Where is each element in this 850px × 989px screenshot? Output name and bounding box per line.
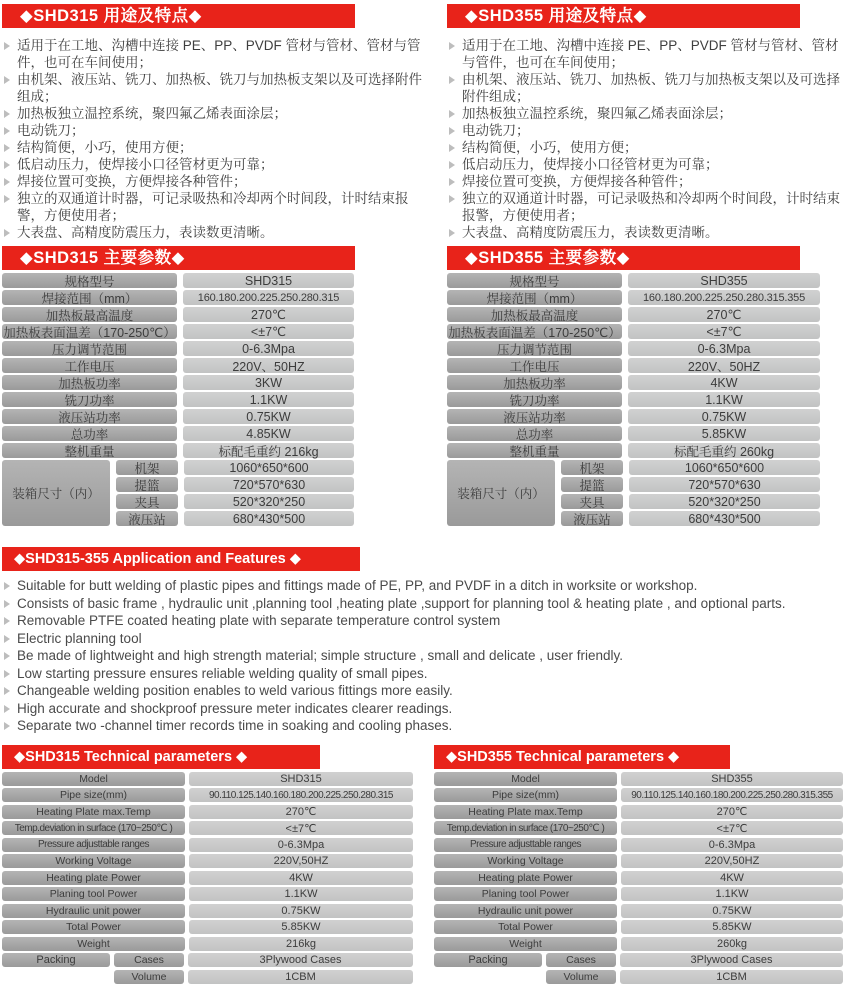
table-row bbox=[561, 477, 820, 492]
list-item-text: 电动铣刀； bbox=[462, 123, 530, 138]
list-item-text: Electric planning tool bbox=[17, 630, 142, 646]
param-value-cell: 160.180.200.225.250.280.315.355 bbox=[628, 290, 820, 305]
bullet-triangle-icon bbox=[4, 722, 10, 730]
table-row bbox=[2, 887, 413, 901]
table-row bbox=[447, 307, 820, 322]
list-item-text: 适用于在工地、沟槽中连接 PE、PP、PVDF 管材与管材、管材与管件，也可在车间使用； bbox=[462, 38, 839, 70]
param-value-cell: 220V、50HZ bbox=[183, 358, 354, 373]
param-label-cell: Temp.deviation in surface (170~250℃ ) bbox=[2, 821, 185, 835]
group-label-cell: 装箱尺寸（内） bbox=[447, 460, 555, 526]
param-value-cell: 680*430*500 bbox=[184, 511, 354, 526]
table-row bbox=[2, 821, 413, 835]
table-row bbox=[2, 838, 413, 852]
table-row bbox=[2, 443, 354, 458]
param-label-cell: 规格型号 bbox=[447, 273, 622, 288]
table-row bbox=[2, 273, 354, 288]
list-item-text: 低启动压力，使焊接小口径管材更为可靠； bbox=[462, 157, 719, 172]
param-label-cell: Hydraulic unit power bbox=[2, 904, 185, 918]
table-row bbox=[2, 290, 354, 305]
list-item-text: Removable PTFE coated heating plate with separate temperature control system bbox=[17, 613, 501, 628]
list-item bbox=[447, 224, 848, 241]
list-item bbox=[2, 665, 848, 683]
banner-shd315-usage: ◆SHD315 用途及特点◆ bbox=[2, 4, 355, 28]
banner-shd315-tech: ◆SHD315 Technical parameters ◆ bbox=[2, 745, 320, 769]
param-label-cell: Heating plate Power bbox=[2, 871, 185, 885]
param-value-cell: 4.85KW bbox=[183, 426, 354, 441]
list-item bbox=[2, 105, 422, 122]
usage-list-shd355 bbox=[447, 37, 848, 241]
table-row bbox=[434, 920, 843, 934]
bullet-triangle-icon bbox=[449, 110, 455, 118]
sub-label-cell: 机架 bbox=[561, 460, 623, 475]
table-row bbox=[114, 970, 413, 984]
bullet-triangle-icon bbox=[4, 178, 10, 186]
table-row bbox=[434, 904, 843, 918]
table-row bbox=[2, 854, 413, 868]
sub-label-cell: 液压站 bbox=[116, 511, 178, 526]
param-value-cell: SHD315 bbox=[183, 273, 354, 288]
group-label-cell: Packing bbox=[2, 953, 110, 967]
param-label-cell: 总功率 bbox=[447, 426, 622, 441]
bullet-triangle-icon bbox=[4, 582, 10, 590]
tech-table-shd355 bbox=[434, 772, 843, 987]
sub-label-cell: 液压站 bbox=[561, 511, 623, 526]
table-row bbox=[2, 953, 413, 986]
list-item-text: 由机架、液压站、铣刀、加热板、铣刀与加热板支架以及可选择附件组成； bbox=[462, 72, 840, 104]
param-value-cell: 720*570*630 bbox=[629, 477, 820, 492]
param-label-cell: Model bbox=[2, 772, 185, 786]
table-row bbox=[2, 937, 413, 951]
table-row bbox=[447, 341, 820, 356]
technical-parameters-section bbox=[2, 745, 848, 989]
param-label-cell: 工作电压 bbox=[2, 358, 177, 373]
table-row bbox=[434, 772, 843, 786]
table-row bbox=[434, 953, 843, 986]
table-row bbox=[561, 511, 820, 526]
param-value-cell: 1.1KW bbox=[189, 887, 413, 901]
table-row bbox=[434, 788, 843, 802]
param-value-cell: 4KW bbox=[189, 871, 413, 885]
bullet-triangle-icon bbox=[449, 127, 455, 135]
list-item bbox=[447, 139, 848, 156]
table-row bbox=[2, 426, 354, 441]
param-value-cell: <±7℃ bbox=[621, 821, 843, 835]
sub-label-cell: 提篮 bbox=[116, 477, 178, 492]
bullet-triangle-icon bbox=[4, 195, 10, 203]
bullet-triangle-icon bbox=[4, 670, 10, 678]
param-value-cell: 0-6.3Mpa bbox=[183, 341, 354, 356]
list-item-text: 独立的双通道计时器，可记录吸热和冷却两个时间段，计时结束报警，方便使用者； bbox=[17, 191, 409, 223]
bullet-triangle-icon bbox=[449, 42, 455, 50]
params-table-shd355 bbox=[447, 273, 820, 528]
param-label-cell: 加热板最高温度 bbox=[447, 307, 622, 322]
list-item bbox=[2, 190, 422, 224]
param-label-cell: 液压站功率 bbox=[2, 409, 177, 424]
list-item-text: Be made of lightweight and high strength material; simple structure , small and delicate , user friendly. bbox=[17, 648, 624, 663]
list-item bbox=[2, 647, 848, 665]
bullet-triangle-icon bbox=[449, 229, 455, 237]
param-label-cell: Pressure adjusttable ranges bbox=[2, 838, 185, 852]
param-value-cell: 3KW bbox=[183, 375, 354, 390]
bullet-triangle-icon bbox=[4, 42, 10, 50]
table-row bbox=[116, 477, 354, 492]
bullet-triangle-icon bbox=[449, 195, 455, 203]
params-column-shd355 bbox=[447, 246, 848, 528]
param-label-cell: 加热板最高温度 bbox=[2, 307, 177, 322]
param-value-cell: 0-6.3Mpa bbox=[621, 838, 843, 852]
list-item bbox=[447, 122, 848, 139]
param-label-cell: Hydraulic unit power bbox=[434, 904, 617, 918]
list-item-text: Separate two -channel timer records time in soaking and cooling phases. bbox=[17, 718, 453, 733]
bullet-triangle-icon bbox=[449, 144, 455, 152]
param-value-cell: 5.85KW bbox=[621, 920, 843, 934]
param-label-cell: Total Power bbox=[434, 920, 617, 934]
param-value-cell: 1CBM bbox=[188, 970, 413, 984]
param-label-cell: Model bbox=[434, 772, 617, 786]
list-item-text: 由机架、液压站、铣刀、加热板、铣刀与加热板支架以及可选择附件组成； bbox=[17, 72, 422, 104]
table-row bbox=[447, 375, 820, 390]
param-value-cell: 220V,50HZ bbox=[189, 854, 413, 868]
table-row bbox=[546, 970, 843, 984]
table-row bbox=[114, 953, 413, 967]
param-value-cell: <±7℃ bbox=[189, 821, 413, 835]
params-column-shd315 bbox=[2, 246, 422, 528]
list-item bbox=[2, 37, 422, 71]
list-item-text: 加热板独立温控系统，聚四氟乙烯表面涂层； bbox=[462, 106, 732, 121]
param-value-cell: 220V,50HZ bbox=[621, 854, 843, 868]
table-row bbox=[434, 937, 843, 951]
table-row bbox=[2, 358, 354, 373]
table-row bbox=[2, 788, 413, 802]
param-value-cell: SHD355 bbox=[621, 772, 843, 786]
param-value-cell: 5.85KW bbox=[189, 920, 413, 934]
table-row bbox=[2, 904, 413, 918]
sub-label-cell: Volume bbox=[546, 970, 616, 984]
table-row bbox=[561, 460, 820, 475]
param-label-cell: Pipe size(mm) bbox=[434, 788, 617, 802]
param-label-cell: Weight bbox=[434, 937, 617, 951]
table-row bbox=[2, 772, 413, 786]
list-item bbox=[2, 682, 848, 700]
param-value-cell: 0-6.3Mpa bbox=[189, 838, 413, 852]
param-value-cell: 1CBM bbox=[620, 970, 843, 984]
param-value-cell: 0.75KW bbox=[628, 409, 820, 424]
params-table-shd315 bbox=[2, 273, 354, 528]
table-row bbox=[447, 324, 820, 339]
table-row bbox=[434, 805, 843, 819]
bullet-triangle-icon bbox=[4, 127, 10, 135]
table-row bbox=[2, 341, 354, 356]
group-sub-rows bbox=[561, 460, 820, 528]
list-item-text: Changeable welding position enables to weld various fittings more easily. bbox=[17, 683, 453, 698]
list-item bbox=[2, 595, 848, 613]
main-parameters-section bbox=[2, 246, 848, 528]
list-item bbox=[447, 190, 848, 224]
sub-label-cell: 夹具 bbox=[116, 494, 178, 509]
bullet-triangle-icon bbox=[449, 76, 455, 84]
table-row bbox=[447, 409, 820, 424]
list-item-text: 加热板独立温控系统，聚四氟乙烯表面涂层； bbox=[17, 106, 287, 121]
param-value-cell: 270℃ bbox=[621, 805, 843, 819]
param-value-cell: 720*570*630 bbox=[184, 477, 354, 492]
table-row bbox=[2, 871, 413, 885]
banner-shd355-tech: ◆SHD355 Technical parameters ◆ bbox=[434, 745, 730, 769]
table-row bbox=[2, 460, 354, 528]
param-label-cell: 焊接范围（mm） bbox=[447, 290, 622, 305]
banner-shd355-usage: ◆SHD355 用途及特点◆ bbox=[447, 4, 800, 28]
param-value-cell: 0.75KW bbox=[183, 409, 354, 424]
list-item bbox=[2, 224, 422, 241]
list-item-text: Suitable for butt welding of plastic pipes and fittings made of PE, PP, and PVDF in a ditch in worksite or workshop. bbox=[17, 578, 698, 593]
table-row bbox=[447, 290, 820, 305]
param-label-cell: Working Voltage bbox=[434, 854, 617, 868]
list-item bbox=[2, 139, 422, 156]
param-label-cell: 整机重量 bbox=[447, 443, 622, 458]
list-item-text: High accurate and shockproof pressure meter indicates clearer readings. bbox=[17, 700, 453, 716]
param-value-cell: 270℃ bbox=[628, 307, 820, 322]
list-item bbox=[2, 173, 422, 190]
param-value-cell: 3Plywood Cases bbox=[188, 953, 413, 967]
list-item-text: 独立的双通道计时器，可记录吸热和冷却两个时间段，计时结束报警，方便使用者； bbox=[462, 191, 840, 223]
banner-shd315-params: ◆SHD315 主要参数◆ bbox=[2, 246, 355, 270]
param-value-cell: 270℃ bbox=[189, 805, 413, 819]
bullet-triangle-icon bbox=[4, 229, 10, 237]
param-value-cell: 216kg bbox=[189, 937, 413, 951]
sub-label-cell: Volume bbox=[114, 970, 184, 984]
param-value-cell: 1060*650*600 bbox=[184, 460, 354, 475]
list-item-text: Consists of basic frame , hydraulic unit ,planning tool ,heating plate ,support for planning tool & heating plate , and optional parts. bbox=[17, 595, 786, 611]
param-value-cell: 标配毛重约 260kg bbox=[628, 443, 820, 458]
param-value-cell: 90.110.125.140.160.180.200.225.250.280.315.355 bbox=[621, 788, 843, 802]
param-label-cell: Heating Plate max.Temp bbox=[2, 805, 185, 819]
param-label-cell: 焊接范围（mm） bbox=[2, 290, 177, 305]
table-row bbox=[546, 953, 843, 967]
param-value-cell: 1.1KW bbox=[628, 392, 820, 407]
sub-label-cell: Cases bbox=[546, 953, 616, 967]
group-label-cell: Packing bbox=[434, 953, 542, 967]
list-item-text: 大表盘、高精度防震压力，表读数更清晰。 bbox=[17, 225, 274, 240]
param-label-cell: Planing tool Power bbox=[434, 887, 617, 901]
table-row bbox=[434, 854, 843, 868]
param-value-cell: 520*320*250 bbox=[629, 494, 820, 509]
application-features-section bbox=[2, 547, 848, 735]
param-label-cell: 规格型号 bbox=[2, 273, 177, 288]
table-row bbox=[116, 494, 354, 509]
param-label-cell: 整机重量 bbox=[2, 443, 177, 458]
param-label-cell: 液压站功率 bbox=[447, 409, 622, 424]
bullet-triangle-icon bbox=[4, 144, 10, 152]
usage-features-section bbox=[2, 4, 848, 246]
bullet-triangle-icon bbox=[4, 705, 10, 713]
param-label-cell: 加热板表面温差（170-250℃） bbox=[448, 325, 621, 340]
application-features-list bbox=[2, 577, 848, 735]
param-value-cell: 160.180.200.225.250.280.315 bbox=[183, 290, 354, 305]
list-item bbox=[447, 105, 848, 122]
param-value-cell: <±7℃ bbox=[183, 324, 354, 339]
param-value-cell: 220V、50HZ bbox=[628, 358, 820, 373]
bullet-triangle-icon bbox=[4, 617, 10, 625]
table-row bbox=[434, 838, 843, 852]
param-value-cell: 标配毛重约 216kg bbox=[183, 443, 354, 458]
param-label-cell: Heating Plate max.Temp bbox=[434, 805, 617, 819]
banner-application-features: ◆SHD315-355 Application and Features ◆ bbox=[2, 547, 360, 571]
list-item-text: 焊接位置可变换，方便焊接各种管件； bbox=[17, 174, 247, 189]
table-row bbox=[2, 392, 354, 407]
param-value-cell: 0-6.3Mpa bbox=[628, 341, 820, 356]
param-value-cell: 3Plywood Cases bbox=[620, 953, 843, 967]
list-item-text: 大表盘、高精度防震压力，表读数更清晰。 bbox=[462, 225, 719, 240]
group-sub-rows bbox=[114, 953, 413, 986]
sub-label-cell: Cases bbox=[114, 953, 184, 967]
param-label-cell: Temp.deviation in surface (170~250℃ ) bbox=[434, 821, 617, 835]
param-label-cell: 总功率 bbox=[2, 426, 177, 441]
table-row bbox=[447, 443, 820, 458]
tech-column-shd355 bbox=[434, 745, 848, 989]
list-item-text: 低启动压力，使焊接小口径管材更为可靠； bbox=[17, 157, 274, 172]
bullet-triangle-icon bbox=[4, 161, 10, 169]
group-label-cell: 装箱尺寸（内） bbox=[2, 460, 110, 526]
param-label-cell: Pipe size(mm) bbox=[2, 788, 185, 802]
list-item-text: 电动铣刀； bbox=[17, 123, 85, 138]
table-row bbox=[434, 821, 843, 835]
bullet-triangle-icon bbox=[4, 600, 10, 608]
list-item bbox=[2, 630, 848, 648]
param-value-cell: 4KW bbox=[621, 871, 843, 885]
param-label-cell: Pressure adjusttable ranges bbox=[434, 838, 617, 852]
bullet-triangle-icon bbox=[449, 178, 455, 186]
bullet-triangle-icon bbox=[4, 76, 10, 84]
sub-label-cell: 夹具 bbox=[561, 494, 623, 509]
table-row bbox=[434, 887, 843, 901]
table-row bbox=[2, 307, 354, 322]
table-row bbox=[447, 273, 820, 288]
table-row bbox=[447, 426, 820, 441]
list-item bbox=[2, 577, 848, 595]
list-item bbox=[2, 156, 422, 173]
table-row bbox=[447, 392, 820, 407]
list-item bbox=[447, 173, 848, 190]
table-row bbox=[447, 460, 820, 528]
param-label-cell: 铣刀功率 bbox=[447, 392, 622, 407]
param-value-cell: 1.1KW bbox=[621, 887, 843, 901]
list-item-text: 结构简便，小巧，使用方便； bbox=[462, 140, 638, 155]
param-label-cell: 压力调节范围 bbox=[2, 341, 177, 356]
param-value-cell: 520*320*250 bbox=[184, 494, 354, 509]
list-item bbox=[447, 37, 848, 71]
list-item-text: 焊接位置可变换，方便焊接各种管件； bbox=[462, 174, 692, 189]
table-row bbox=[2, 375, 354, 390]
banner-shd355-params: ◆SHD355 主要参数◆ bbox=[447, 246, 800, 270]
param-value-cell: 270℃ bbox=[183, 307, 354, 322]
group-sub-rows bbox=[116, 460, 354, 528]
sub-label-cell: 机架 bbox=[116, 460, 178, 475]
param-value-cell: 90.110.125.140.160.180.200.225.250.280.315 bbox=[189, 788, 413, 802]
table-row bbox=[2, 324, 354, 339]
param-label-cell: 加热板表面温差（170-250℃） bbox=[3, 325, 176, 340]
bullet-triangle-icon bbox=[4, 110, 10, 118]
sub-label-cell: 提篮 bbox=[561, 477, 623, 492]
param-label-cell: 工作电压 bbox=[447, 358, 622, 373]
table-row bbox=[2, 805, 413, 819]
bullet-triangle-icon bbox=[4, 652, 10, 660]
usage-column-shd315 bbox=[2, 4, 422, 246]
param-label-cell: Total Power bbox=[2, 920, 185, 934]
table-row bbox=[2, 920, 413, 934]
param-value-cell: <±7℃ bbox=[628, 324, 820, 339]
list-item-text: 结构简便，小巧，使用方便； bbox=[17, 140, 193, 155]
list-item bbox=[2, 122, 422, 139]
bullet-triangle-icon bbox=[449, 161, 455, 169]
list-item bbox=[2, 71, 422, 105]
param-label-cell: 加热板功率 bbox=[2, 375, 177, 390]
list-item bbox=[2, 717, 848, 735]
tech-column-shd315 bbox=[2, 745, 413, 989]
bullet-triangle-icon bbox=[4, 687, 10, 695]
tech-table-shd315 bbox=[2, 772, 413, 987]
list-item bbox=[447, 156, 848, 173]
param-value-cell: SHD355 bbox=[628, 273, 820, 288]
table-row bbox=[116, 460, 354, 475]
list-item-text: Low starting pressure ensures reliable welding quality of small pipes. bbox=[17, 665, 428, 681]
group-sub-rows bbox=[546, 953, 843, 986]
param-value-cell: 5.85KW bbox=[628, 426, 820, 441]
param-label-cell: Heating plate Power bbox=[434, 871, 617, 885]
param-label-cell: 铣刀功率 bbox=[2, 392, 177, 407]
table-row bbox=[447, 358, 820, 373]
param-value-cell: 1.1KW bbox=[183, 392, 354, 407]
usage-column-shd355 bbox=[447, 4, 848, 246]
param-value-cell: 4KW bbox=[628, 375, 820, 390]
param-value-cell: 0.75KW bbox=[189, 904, 413, 918]
param-label-cell: 加热板功率 bbox=[447, 375, 622, 390]
param-label-cell: Planing tool Power bbox=[2, 887, 185, 901]
table-row bbox=[561, 494, 820, 509]
param-value-cell: SHD315 bbox=[189, 772, 413, 786]
param-label-cell: 压力调节范围 bbox=[447, 341, 622, 356]
param-value-cell: 1060*650*600 bbox=[629, 460, 820, 475]
param-value-cell: 260kg bbox=[621, 937, 843, 951]
list-item bbox=[2, 700, 848, 718]
list-item bbox=[447, 71, 848, 105]
bullet-triangle-icon bbox=[4, 635, 10, 643]
list-item-text: 适用于在工地、沟槽中连接 PE、PP、PVDF 管材与管材、管材与管件，也可在车间使用； bbox=[17, 38, 421, 70]
param-value-cell: 680*430*500 bbox=[629, 511, 820, 526]
param-label-cell: Weight bbox=[2, 937, 185, 951]
param-value-cell: 0.75KW bbox=[621, 904, 843, 918]
usage-list-shd315 bbox=[2, 37, 422, 241]
table-row bbox=[434, 871, 843, 885]
table-row bbox=[116, 511, 354, 526]
list-item bbox=[2, 612, 848, 630]
param-label-cell: Working Voltage bbox=[2, 854, 185, 868]
table-row bbox=[2, 409, 354, 424]
